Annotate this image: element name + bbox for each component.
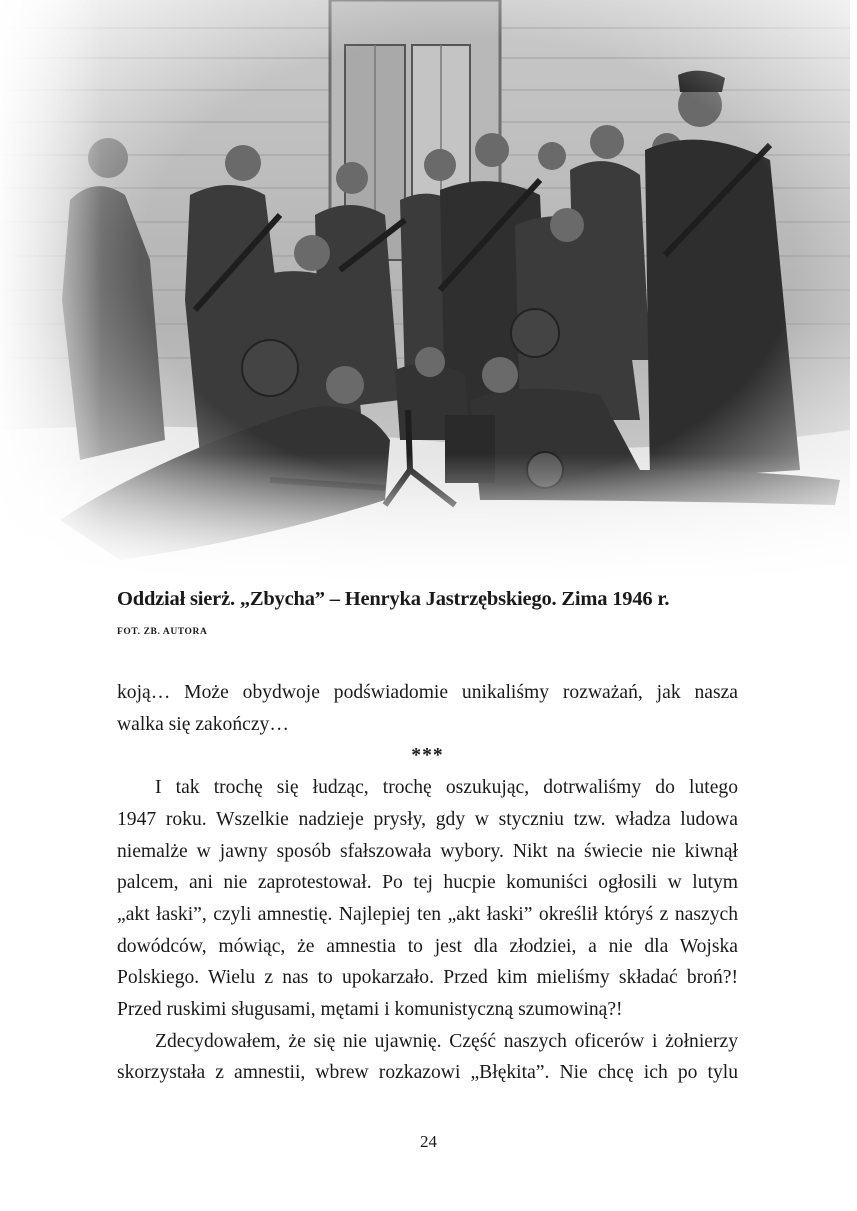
text-line: Zdecydowałem, że się nie ujawnię. Część naszych oficerów i żołnierzy — [155, 1030, 738, 1052]
group-photo-image — [0, 0, 850, 582]
text-line: „akt łaski”, czyli amnestię. Najlepiej ten „akt łaski” określił któryś z naszych — [117, 903, 738, 925]
text-line: 1947 roku. Wszelkie nadzieje prysły, gdy w styczniu tzw. władza ludowa — [117, 808, 738, 830]
photo-credit: FOT. ZB. AUTORA — [117, 627, 208, 637]
text-line: skorzystała z amnestii, wbrew rozkazowi „Błękita”. Nie chcę ich po tylu — [117, 1062, 738, 1084]
text-line: palcem, ani nie zaprotestował. Po tej hucpie komuniści ogłosili w lutym — [117, 872, 738, 894]
text-line: I tak trochę się łudząc, trochę oszukując, dotrwaliśmy do lutego — [155, 777, 738, 799]
text-line: Polskiego. Wielu z nas to upokarzało. Przed kim mieliśmy składać broń?! — [117, 967, 738, 989]
text-line: koją… Może obydwoje podświadomie unikaliśmy rozważań, jak nasza — [117, 682, 738, 703]
text-line: niemalże w jawny sposób sfałszowała wybory. Nikt na świecie nie kiwnął — [117, 840, 738, 862]
photo-caption: Oddział sierż. „Zbycha” – Henryka Jastrzębskiego. Zima 1946 r. — [117, 588, 670, 610]
section-break: *** — [411, 745, 444, 767]
text-line: dowódców, mówiąc, że amnestia to jest dla złodziei, a nie dla Wojska — [117, 935, 738, 957]
group-photo — [0, 0, 850, 582]
page-number: 24 — [420, 1132, 437, 1151]
body-text — [117, 677, 738, 1089]
text-line: walka się zakończy… — [117, 713, 289, 735]
text-line: Przed ruskimi sługusami, mętami i komunistyczną szumowiną?! — [117, 999, 623, 1021]
